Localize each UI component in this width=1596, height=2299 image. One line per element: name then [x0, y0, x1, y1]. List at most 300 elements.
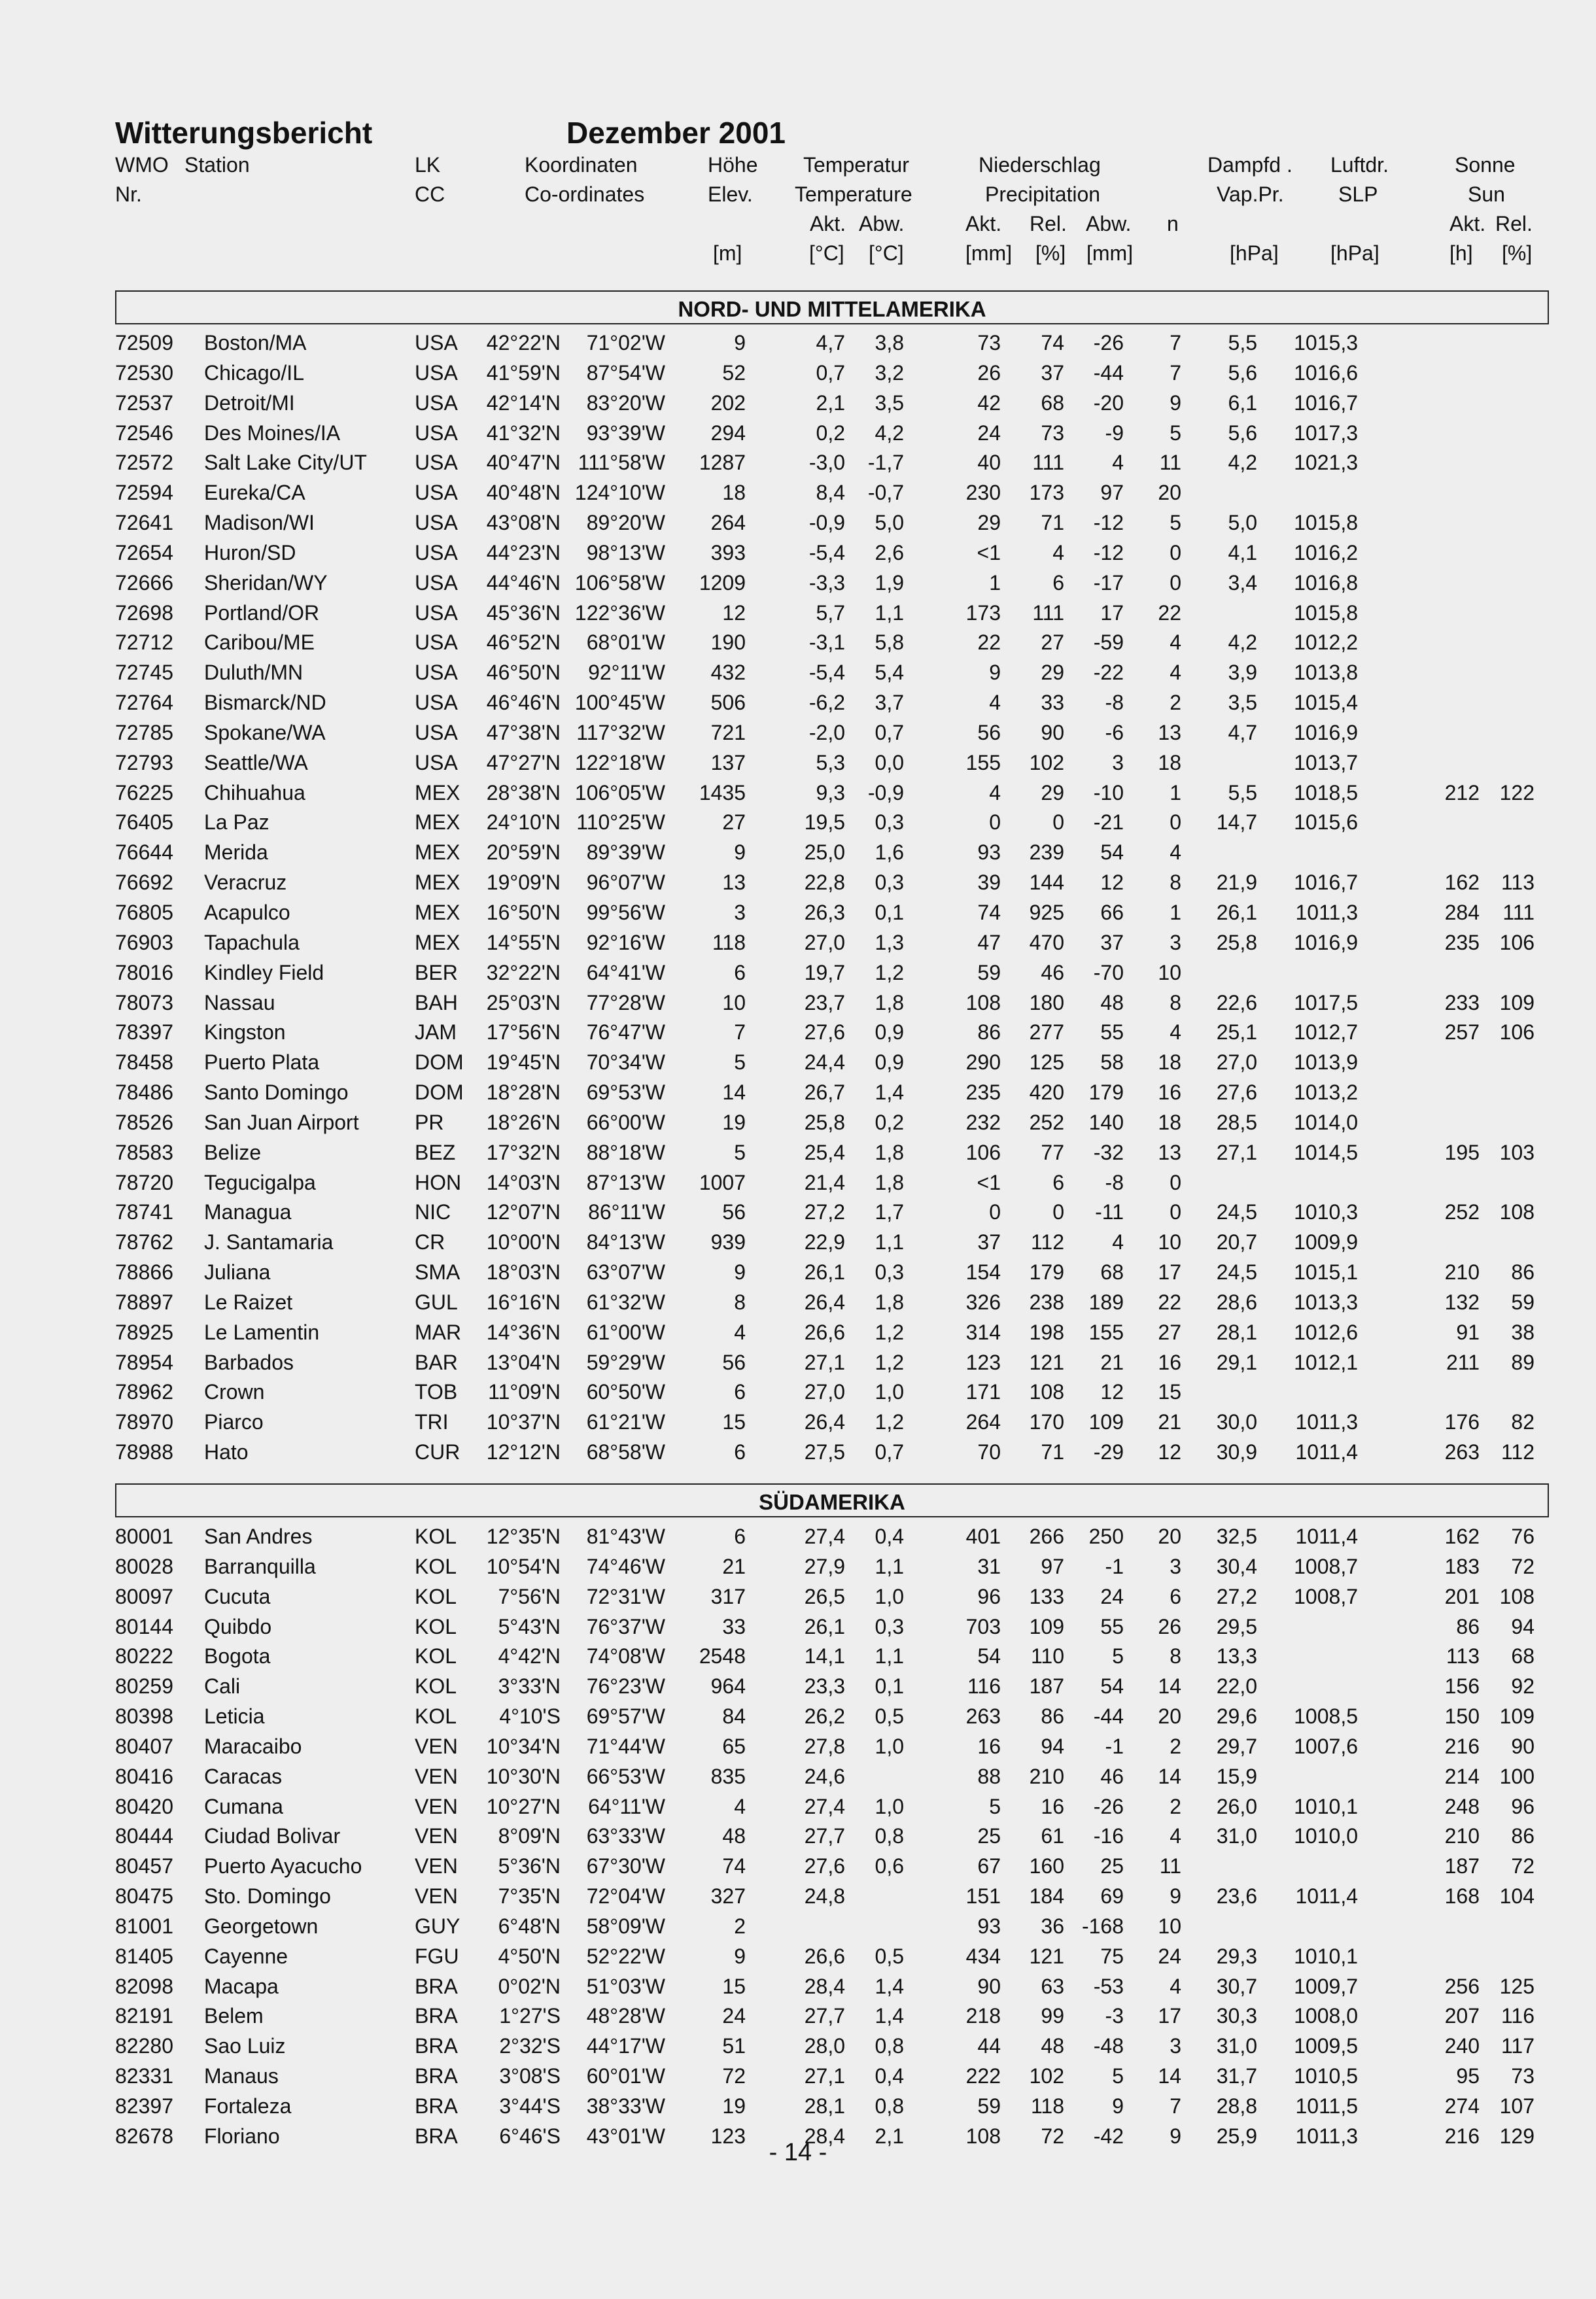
latitude: 42°14'N — [486, 390, 561, 415]
temp-actual: 27,0 — [804, 930, 845, 954]
latitude: 10°37'N — [486, 1410, 561, 1434]
temp-actual: 27,8 — [804, 1734, 845, 1758]
country-code: BRA — [415, 2094, 458, 2118]
precip-relative: 86 — [1041, 1704, 1064, 1728]
elevation: 5 — [734, 1050, 746, 1075]
precip-actual: 90 — [977, 1974, 1001, 1998]
vapour-pressure: 4,2 — [1228, 451, 1257, 475]
sunshine-hours: 235 — [1444, 930, 1480, 954]
temp-deviation: 5,8 — [875, 631, 904, 655]
temp-actual: 22,9 — [804, 1230, 845, 1254]
longitude: 71°02'W — [586, 331, 665, 354]
station-name: Ciudad Bolivar — [204, 1824, 341, 1848]
longitude: 76°47'W — [586, 1020, 665, 1045]
temp-deviation: 1,3 — [875, 930, 904, 954]
temp-deviation: 0,6 — [875, 1854, 904, 1878]
temp-deviation: 0,8 — [875, 1824, 904, 1848]
table-row — [0, 1735, 1596, 1765]
elevation: 10 — [722, 990, 746, 1014]
hdr-unit-mm2: [mm] — [1086, 241, 1134, 265]
precip-deviation: -1 — [1105, 1554, 1124, 1578]
precip-days: 17 — [1158, 2004, 1181, 2028]
wmo-number: 72546 — [115, 421, 173, 445]
longitude: 43°01'W — [586, 2124, 665, 2148]
precip-relative: 71 — [1041, 1440, 1064, 1464]
precip-actual: 24 — [977, 421, 1001, 445]
elevation: 294 — [710, 421, 746, 445]
temp-deviation: 1,8 — [875, 1140, 904, 1164]
vapour-pressure: 3,9 — [1228, 661, 1257, 685]
elevation: 1287 — [699, 451, 746, 475]
temp-actual: 5,7 — [816, 600, 845, 625]
sea-level-pressure: 1011,4 — [1295, 1440, 1358, 1464]
sunshine-relative: 92 — [1511, 1674, 1535, 1699]
sea-level-pressure: 1013,3 — [1294, 1290, 1358, 1314]
precip-relative: 198 — [1029, 1320, 1064, 1344]
longitude: 48°28'W — [586, 2004, 665, 2028]
temp-actual: 23,7 — [804, 990, 845, 1014]
table-row — [0, 421, 1596, 451]
precip-relative: 173 — [1029, 481, 1064, 505]
precip-relative: 111 — [1032, 600, 1064, 625]
vapour-pressure: 22,6 — [1216, 990, 1257, 1014]
sea-level-pressure: 1015,8 — [1294, 600, 1358, 625]
temp-deviation: 1,8 — [875, 1290, 904, 1314]
latitude: 44°46'N — [486, 570, 561, 595]
sunshine-hours: 233 — [1444, 990, 1480, 1014]
table-row — [0, 1050, 1596, 1080]
elevation: 1209 — [699, 570, 746, 595]
country-code: MEX — [415, 930, 460, 954]
precip-relative: 63 — [1041, 1974, 1064, 1998]
country-code: JAM — [415, 1020, 457, 1045]
sunshine-relative: 68 — [1511, 1644, 1535, 1668]
latitude: 14°36'N — [486, 1320, 561, 1344]
precip-deviation: 48 — [1100, 990, 1124, 1014]
precip-deviation: 4 — [1112, 451, 1124, 475]
table-row — [0, 1914, 1596, 1945]
precip-deviation: -70 — [1093, 960, 1124, 984]
longitude: 89°39'W — [586, 840, 665, 865]
wmo-number: 72666 — [115, 570, 173, 595]
table-row — [0, 451, 1596, 481]
hdr-hoehe: Höhe — [708, 153, 758, 177]
station-name: J. Santamaria — [204, 1230, 334, 1254]
temp-deviation: 1,1 — [875, 1554, 904, 1578]
elevation: 202 — [710, 390, 746, 415]
sunshine-relative: 109 — [1499, 990, 1535, 1014]
elevation: 52 — [722, 360, 746, 385]
wmo-number: 72745 — [115, 661, 173, 685]
sea-level-pressure: 1011,4 — [1295, 1884, 1358, 1909]
latitude: 46°52'N — [486, 631, 561, 655]
elevation: 6 — [734, 1380, 746, 1404]
precip-days: 6 — [1170, 1584, 1181, 1608]
precip-relative: 77 — [1041, 1140, 1064, 1164]
temp-actual: 27,4 — [804, 1525, 845, 1548]
vapour-pressure: 21,9 — [1216, 871, 1257, 895]
hdr-lk: LK — [415, 153, 441, 177]
country-code: GUL — [415, 1290, 458, 1314]
precip-relative: 73 — [1041, 421, 1064, 445]
station-name: Duluth/MN — [204, 661, 304, 685]
vapour-pressure: 24,5 — [1216, 1200, 1257, 1224]
elevation: 48 — [722, 1824, 746, 1848]
hdr-sun-akt: Akt. — [1449, 212, 1486, 235]
station-name: Belem — [204, 2004, 264, 2028]
sea-level-pressure: 1018,5 — [1294, 780, 1358, 804]
precip-deviation: -26 — [1093, 1794, 1124, 1818]
country-code: USA — [415, 600, 458, 625]
precip-days: 0 — [1170, 570, 1181, 595]
precip-days: 10 — [1158, 960, 1181, 984]
sunshine-hours: 211 — [1446, 1350, 1480, 1374]
sunshine-relative: 108 — [1499, 1200, 1535, 1224]
precip-relative: 68 — [1041, 390, 1064, 415]
latitude: 17°56'N — [486, 1020, 561, 1045]
temp-actual: 4,7 — [816, 331, 845, 354]
precip-deviation: 58 — [1100, 1050, 1124, 1075]
hdr-temp-abw: Abw. — [859, 212, 905, 235]
temp-deviation: -0,9 — [867, 780, 904, 804]
sunshine-relative: 72 — [1511, 1854, 1535, 1878]
elevation: 6 — [734, 1525, 746, 1548]
precip-relative: 187 — [1029, 1674, 1064, 1699]
sunshine-relative: 116 — [1501, 2004, 1535, 2028]
latitude: 6°48'N — [498, 1914, 561, 1938]
precip-deviation: 109 — [1088, 1410, 1124, 1434]
sunshine-hours: 284 — [1444, 901, 1480, 924]
sunshine-hours: 91 — [1456, 1320, 1480, 1344]
sunshine-relative: 112 — [1501, 1440, 1535, 1464]
sea-level-pressure: 1016,7 — [1294, 871, 1358, 895]
precip-days: 20 — [1158, 1525, 1181, 1548]
precip-days: 14 — [1158, 1764, 1181, 1788]
wmo-number: 80444 — [115, 1824, 173, 1848]
wmo-number: 78762 — [115, 1230, 173, 1254]
table-row — [0, 1410, 1596, 1440]
longitude: 124°10'W — [574, 481, 665, 505]
precip-deviation: -1 — [1105, 1734, 1124, 1758]
station-name: San Juan Airport — [204, 1110, 359, 1134]
precip-deviation: 75 — [1100, 1944, 1124, 1968]
latitude: 20°59'N — [486, 840, 561, 865]
station-name: Portland/OR — [204, 600, 320, 625]
precip-days: 2 — [1170, 1794, 1181, 1818]
precip-actual: 222 — [965, 2064, 1001, 2088]
temp-actual: 8,4 — [816, 481, 845, 505]
country-code: KOL — [415, 1584, 457, 1608]
precip-actual: 4 — [989, 691, 1001, 715]
vapour-pressure: 4,2 — [1228, 631, 1257, 655]
elevation: 33 — [722, 1614, 746, 1638]
precip-relative: 238 — [1029, 1290, 1064, 1314]
sunshine-hours: 212 — [1444, 780, 1480, 804]
precip-days: 7 — [1170, 360, 1181, 385]
table-row — [0, 1440, 1596, 1470]
country-code: HON — [415, 1170, 462, 1194]
wmo-number: 78866 — [115, 1260, 173, 1284]
precip-days: 13 — [1158, 720, 1181, 744]
precip-actual: 73 — [977, 331, 1001, 354]
vapour-pressure: 5,5 — [1228, 331, 1257, 354]
longitude: 74°08'W — [586, 1644, 665, 1668]
elevation: 123 — [710, 2124, 746, 2148]
longitude: 44°17'W — [586, 2034, 665, 2058]
precip-actual: 40 — [977, 451, 1001, 475]
hdr-unit-mm: [mm] — [965, 241, 1013, 265]
hdr-unit-h: [h] — [1449, 241, 1473, 265]
temp-actual: -5,4 — [808, 540, 845, 564]
vapour-pressure: 26,0 — [1216, 1794, 1257, 1818]
vapour-pressure: 6,1 — [1228, 390, 1257, 415]
wmo-number: 76805 — [115, 901, 173, 924]
country-code: VEN — [415, 1734, 458, 1758]
elevation: 51 — [722, 2034, 746, 2058]
temp-actual: 25,8 — [804, 1110, 845, 1134]
sea-level-pressure: 1010,1 — [1294, 1944, 1358, 1968]
table-row — [0, 1975, 1596, 2005]
precip-actual: 108 — [965, 990, 1001, 1014]
longitude: 87°54'W — [586, 360, 665, 385]
sea-level-pressure: 1013,8 — [1294, 661, 1358, 685]
precip-actual: 47 — [977, 930, 1001, 954]
hdr-sun: Sun — [1468, 182, 1505, 206]
latitude: 18°03'N — [486, 1260, 561, 1284]
precip-days: 22 — [1158, 1290, 1181, 1314]
temp-actual: 26,6 — [804, 1944, 845, 1968]
station-name: Kindley Field — [204, 960, 324, 984]
sunshine-hours: 113 — [1446, 1644, 1480, 1668]
precip-deviation: -8 — [1105, 1170, 1124, 1194]
precip-deviation: 189 — [1088, 1290, 1124, 1314]
temp-actual: -6,2 — [808, 691, 845, 715]
vapour-pressure: 5,6 — [1228, 360, 1257, 385]
elevation: 939 — [710, 1230, 746, 1254]
precip-deviation: -10 — [1093, 780, 1124, 804]
station-name: Puerto Ayacucho — [204, 1854, 362, 1878]
table-row — [0, 1290, 1596, 1321]
sea-level-pressure: 1015,8 — [1294, 511, 1358, 534]
table-row — [0, 961, 1596, 991]
precip-deviation: 179 — [1088, 1080, 1124, 1104]
temp-deviation: 0,9 — [875, 1020, 904, 1045]
wmo-number: 78925 — [115, 1320, 173, 1344]
station-name: Caracas — [204, 1764, 283, 1788]
country-code: NIC — [415, 1200, 451, 1224]
precip-relative: 210 — [1029, 1764, 1064, 1788]
latitude: 4°10'S — [499, 1704, 561, 1728]
elevation: 432 — [710, 661, 746, 685]
sunshine-hours: 210 — [1444, 1824, 1480, 1848]
precip-relative: 0 — [1052, 810, 1064, 835]
precip-deviation: 55 — [1100, 1614, 1124, 1638]
wmo-number: 80097 — [115, 1584, 173, 1608]
precip-actual: 26 — [977, 360, 1001, 385]
elevation: 9 — [734, 331, 746, 354]
station-name: Tapachula — [204, 930, 300, 954]
hdr-slp: SLP — [1338, 182, 1378, 206]
precip-deviation: -59 — [1093, 631, 1124, 655]
precip-actual: 264 — [965, 1410, 1001, 1434]
sunshine-relative: 106 — [1499, 1020, 1535, 1045]
precip-days: 8 — [1170, 871, 1181, 895]
longitude: 70°34'W — [586, 1050, 665, 1075]
sea-level-pressure: 1010,5 — [1294, 2064, 1358, 2088]
wmo-number: 82280 — [115, 2034, 173, 2058]
latitude: 0°02'N — [498, 1974, 561, 1998]
country-code: CR — [415, 1230, 445, 1254]
precip-relative: 925 — [1029, 901, 1064, 924]
precip-actual: 1 — [989, 570, 1001, 595]
station-name: Huron/SD — [204, 540, 296, 564]
table-row — [0, 1321, 1596, 1351]
temp-deviation: 2,6 — [875, 540, 904, 564]
longitude: 63°07'W — [586, 1260, 665, 1284]
sunshine-relative: 76 — [1511, 1525, 1535, 1548]
hdr-unit-hpa1: [hPa] — [1230, 241, 1279, 265]
wmo-number: 78458 — [115, 1050, 173, 1075]
sea-level-pressure: 1008,0 — [1294, 2004, 1358, 2028]
station-name: Barbados — [204, 1350, 294, 1374]
vapour-pressure: 30,9 — [1216, 1440, 1257, 1464]
sunshine-relative: 117 — [1501, 2034, 1535, 2058]
station-name: Madison/WI — [204, 511, 315, 534]
longitude: 69°53'W — [586, 1080, 665, 1104]
country-code: USA — [415, 360, 458, 385]
elevation: 84 — [722, 1704, 746, 1728]
precip-deviation: -44 — [1093, 1704, 1124, 1728]
table-row — [0, 691, 1596, 721]
latitude: 40°47'N — [486, 451, 561, 475]
hdr-sun-rel: Rel. — [1495, 212, 1533, 235]
latitude: 11°09'N — [488, 1380, 561, 1404]
sea-level-pressure: 1013,7 — [1294, 750, 1358, 774]
latitude: 25°03'N — [486, 990, 561, 1014]
temp-actual: 22,8 — [804, 871, 845, 895]
precip-actual: 401 — [965, 1525, 1001, 1548]
longitude: 89°20'W — [586, 511, 665, 534]
longitude: 60°50'W — [586, 1380, 665, 1404]
vapour-pressure: 30,4 — [1216, 1554, 1257, 1578]
elevation: 21 — [722, 1554, 746, 1578]
precip-relative: 112 — [1030, 1230, 1064, 1254]
sea-level-pressure: 1008,5 — [1294, 1704, 1358, 1728]
latitude: 45°36'N — [486, 600, 561, 625]
vapour-pressure: 3,4 — [1228, 570, 1257, 595]
station-name: Salt Lake City/UT — [204, 451, 367, 475]
temp-deviation: 0,3 — [875, 1260, 904, 1284]
precip-deviation: 97 — [1100, 481, 1124, 505]
station-name: Bismarck/ND — [204, 691, 326, 715]
elevation: 19 — [722, 2094, 746, 2118]
country-code: BRA — [415, 2064, 458, 2088]
elevation: 74 — [722, 1854, 746, 1878]
country-code: MAR — [415, 1320, 462, 1344]
station-name: Cali — [204, 1674, 241, 1699]
precip-days: 10 — [1158, 1230, 1181, 1254]
hdr-unit-c2: [°C] — [869, 241, 904, 265]
elevation: 13 — [722, 871, 746, 895]
wmo-number: 78073 — [115, 990, 173, 1014]
longitude: 63°33'W — [586, 1824, 665, 1848]
sunshine-relative: 59 — [1511, 1290, 1535, 1314]
precip-days: 0 — [1170, 540, 1181, 564]
vapour-pressure: 22,0 — [1216, 1674, 1257, 1699]
wmo-number: 80028 — [115, 1554, 173, 1578]
country-code: USA — [415, 720, 458, 744]
temp-actual: 24,8 — [804, 1884, 845, 1909]
longitude: 64°41'W — [586, 960, 665, 984]
country-code: USA — [415, 631, 458, 655]
latitude: 10°27'N — [486, 1794, 561, 1818]
precip-relative: 179 — [1029, 1260, 1064, 1284]
wmo-number: 80398 — [115, 1704, 173, 1728]
temp-actual: 27,6 — [804, 1854, 845, 1878]
precip-deviation: -17 — [1093, 570, 1124, 595]
country-code: USA — [415, 661, 458, 685]
elevation: 72 — [722, 2064, 746, 2088]
table-row — [0, 2034, 1596, 2064]
precip-relative: 160 — [1029, 1854, 1064, 1878]
wmo-number: 78741 — [115, 1200, 173, 1224]
station-name: Sao Luiz — [204, 2034, 286, 2058]
hdr-wmo: WMO — [115, 153, 169, 177]
latitude: 47°38'N — [486, 720, 561, 744]
table-row — [0, 1884, 1596, 1914]
precip-actual: 56 — [977, 720, 1001, 744]
wmo-number: 82678 — [115, 2124, 173, 2148]
wmo-number: 78397 — [115, 1020, 173, 1045]
country-code: USA — [415, 481, 458, 505]
wmo-number: 78486 — [115, 1080, 173, 1104]
temp-actual: 25,4 — [804, 1140, 845, 1164]
country-code: GUY — [415, 1914, 460, 1938]
station-name: Leticia — [204, 1704, 265, 1728]
country-code: BAH — [415, 990, 458, 1014]
vapour-pressure: 29,5 — [1216, 1614, 1257, 1638]
precip-actual: 290 — [965, 1050, 1001, 1075]
precip-deviation: 66 — [1100, 901, 1124, 924]
latitude: 12°35'N — [486, 1525, 561, 1548]
vapour-pressure: 28,5 — [1216, 1110, 1257, 1134]
wmo-number: 72594 — [115, 481, 173, 505]
precip-days: 5 — [1170, 421, 1181, 445]
table-row — [0, 361, 1596, 391]
station-name: Boston/MA — [204, 331, 307, 354]
wmo-number: 78720 — [115, 1170, 173, 1194]
precip-days: 4 — [1170, 1020, 1181, 1045]
wmo-number: 76405 — [115, 810, 173, 835]
hdr-unit-pct: [%] — [1035, 241, 1066, 265]
hdr-sonne: Sonne — [1455, 153, 1516, 177]
wmo-number: 72509 — [115, 331, 173, 354]
hdr-prec-rel: Rel. — [1030, 212, 1067, 235]
wmo-number: 76225 — [115, 780, 173, 804]
precip-relative: 61 — [1041, 1824, 1064, 1848]
temp-actual: 27,9 — [804, 1554, 845, 1578]
precip-relative: 97 — [1041, 1554, 1064, 1578]
precip-deviation: 54 — [1100, 1674, 1124, 1699]
temp-deviation: -1,7 — [867, 451, 904, 475]
precip-actual: 123 — [965, 1350, 1001, 1374]
hdr-prec-n: n — [1167, 212, 1179, 235]
wmo-number: 82397 — [115, 2094, 173, 2118]
elevation: 9 — [734, 840, 746, 865]
sea-level-pressure: 1011,3 — [1295, 1410, 1358, 1434]
country-code: USA — [415, 570, 458, 595]
longitude: 84°13'W — [586, 1230, 665, 1254]
